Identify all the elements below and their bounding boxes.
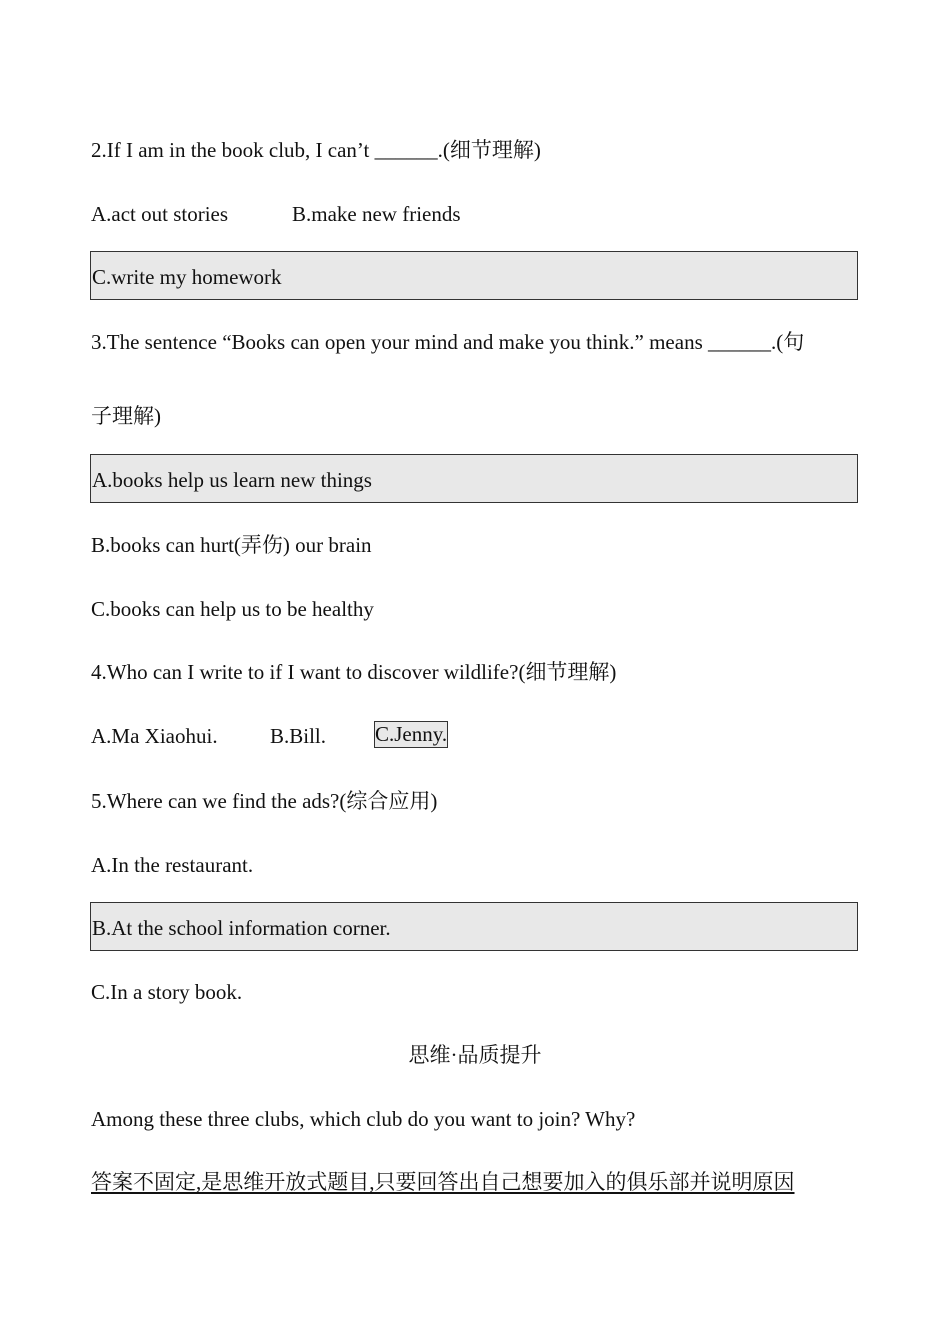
q4-option-a: A.Ma Xiaohui.	[91, 724, 218, 748]
q4-option-b: B.Bill.	[270, 724, 327, 748]
q5-stem: 5.Where can we find the ads?(综合应用)	[91, 789, 438, 813]
q4-stem: 4.Who can I write to if I want to discover wildlife?(细节理解)	[91, 660, 617, 684]
open-question: Among these three clubs, which club do you want to join? Why?	[91, 1107, 636, 1131]
q5-option-c: C.In a story book.	[91, 980, 243, 1004]
q3-option-a-highlighted	[90, 454, 858, 503]
q3-option-a: A.books help us learn new things	[92, 468, 372, 492]
q5-option-b-highlighted	[90, 902, 858, 951]
q5-option-b: B.At the school information corner.	[92, 916, 391, 940]
q3-stem-line2: 子理解)	[91, 404, 161, 428]
section-title: 思维·品质提升	[408, 1043, 542, 1067]
q3-option-b: B.books can hurt(弄伤) our brain	[91, 533, 372, 557]
q2-option-b: B.make new friends	[292, 202, 461, 226]
open-question-answer: 答案不固定,是思维开放式题目,只要回答出自己想要加入的俱乐部并说明原因	[91, 1170, 795, 1194]
q2-option-c-highlighted	[90, 251, 858, 300]
q5-option-a: A.In the restaurant.	[91, 853, 254, 877]
q2-stem: 2.If I am in the book club, I can’t ______.(细节理解)	[91, 138, 541, 162]
q2-option-a: A.act out stories	[91, 202, 229, 226]
q3-stem-line1: 3.The sentence “Books can open your mind and make you think.” means ______.(句	[91, 330, 805, 354]
q4-option-c: C.Jenny.	[375, 722, 448, 746]
q3-option-c: C.books can help us to be healthy	[91, 597, 374, 621]
q2-option-c: C.write my homework	[92, 265, 282, 289]
